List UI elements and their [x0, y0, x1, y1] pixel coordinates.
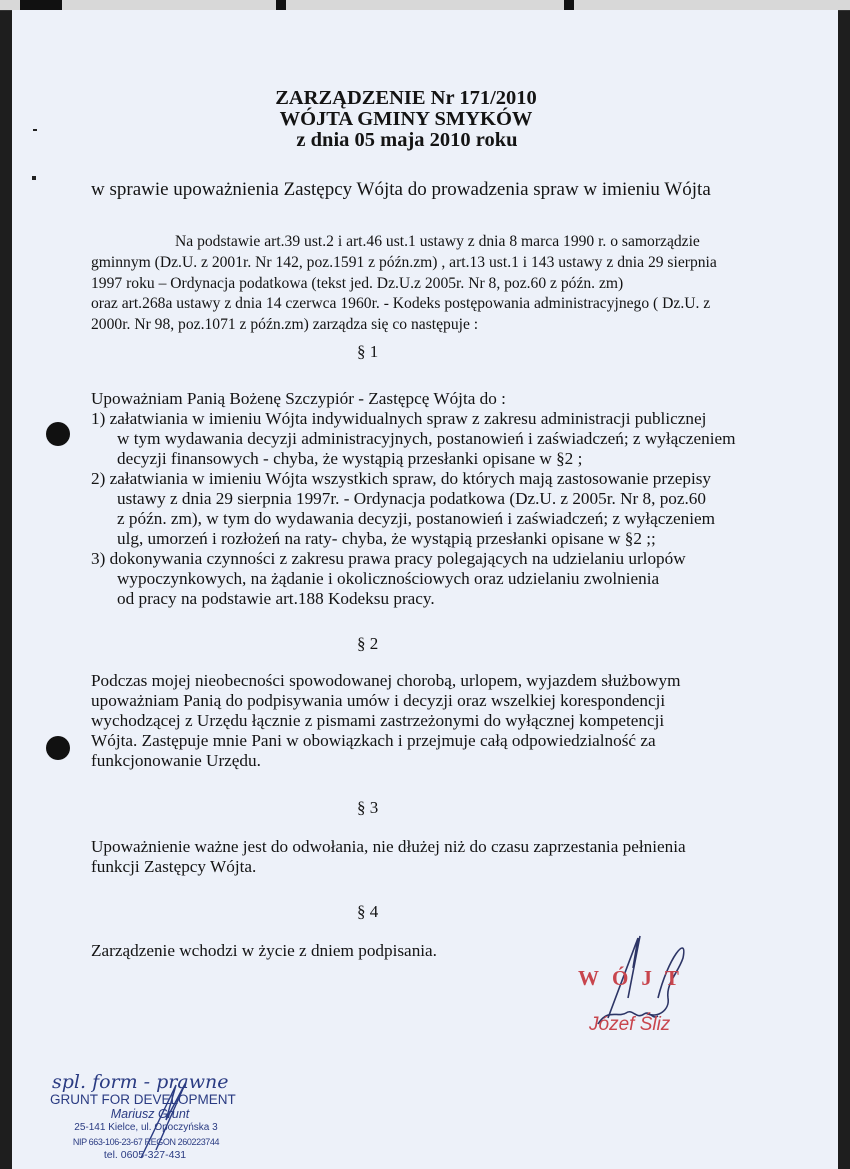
section-1 [91, 389, 736, 609]
legal-basis-line: gminnym (Dz.U. z 2001r. Nr 142, poz.1591 z późn.zm) , art.13 ust.1 i 143 ustawy z dnia 29 sierpnia [91, 253, 717, 271]
document-page [12, 10, 838, 1169]
company-phone: tel. 0605-327-431 [103, 1149, 187, 1161]
company-address: 25-141 Kielce, ul. Opoczyńska 3 [74, 1122, 218, 1133]
list-item-3: 3) dokonywania czynności z zakresu prawa pracy polegających na udzielaniu urlopów wypoczynkowych, na żądanie i okolicznościowych oraz udzielaniu zwolnienia od pracy na podstawie art.188 Kodeksu pracy. [91, 549, 686, 608]
stamp-name: Józef Śliz [589, 1014, 671, 1035]
section-4: Zarządzenie wchodzi w życie z dniem podpisania. [91, 941, 437, 960]
legal-basis-line: 1997 roku – Ordynacja podatkowa (tekst jed. Dz.U.z 2005r. Nr 8, poz.60 z późn. zm) [91, 274, 624, 292]
scanner-clip [20, 0, 62, 10]
list-item-1: 1) załatwiania w imieniu Wójta indywidualnych spraw z zakresu administracji publicznej w tym wydawania decyzji administracyjnych, postanowień i zaświadczeń; z wyłączeniem decyzji finansowych - chyba, że wystąpią przesłanki opisane w §2 ; [91, 409, 736, 468]
scanner-clip [564, 0, 574, 10]
section-3: Upoważnienie ważne jest do odwołania, nie dłużej niż do czasu zaprzestania pełnienia funkcji Zastępcy Wójta. [91, 837, 686, 876]
legal-basis [91, 232, 717, 336]
scanner-clip [276, 0, 286, 10]
punch-hole [46, 736, 70, 760]
section-sign-2: § 2 [357, 634, 379, 653]
section-1-intro: Upoważniam Panią Bożenę Szczypiór - Zastępcę Wójta do : [91, 389, 506, 408]
document-header [12, 88, 838, 151]
scan-speck [32, 176, 36, 180]
company-person: Mariusz Grunt [110, 1107, 190, 1121]
company-signature [136, 1080, 196, 1160]
section-2: Podczas mojej nieobecności spowodowanej chorobą, urlopem, wyjazdem służbowym upoważniam Panią do podpisywania umów i decyzji oraz wszelkiej korespondencji wychodzącej z Urzędu łącznie z pismami zastrzeżonymi do wyłącznej kompetencji Wójta. Zastępuje mnie Pani w obowiązkach i przejmuje całą odpowiedzialność za funkcjonowanie Urzędu. [91, 671, 681, 770]
document-date: z dnia 05 maja 2010 roku [296, 129, 518, 151]
document-subject: w sprawie upoważnienia Zastępcy Wójta do prowadzenia spraw w imieniu Wójta [91, 179, 711, 200]
legal-basis-line: Na podstawie art.39 ust.2 i art.46 ust.1 ustawy z dnia 8 marca 1990 r. o samorządzie [175, 233, 700, 250]
handwritten-note: spl. form - prawne [52, 1071, 229, 1093]
company-ids: NIP 663-106-23-67 REGON 260223744 [72, 1137, 220, 1147]
stamp-title: WÓJT [578, 966, 692, 990]
punch-hole [46, 422, 70, 446]
section-sign-3: § 3 [357, 798, 379, 817]
legal-basis-line: 2000r. Nr 98, poz.1071 z późn.zm) zarządza się co następuje : [91, 316, 479, 334]
legal-basis-line: oraz art.268a ustawy z dnia 14 czerwca 1960r. - Kodeks postępowania administracyjnego ( Dz.U. z [91, 295, 711, 313]
document-title: ZARZĄDZENIE Nr 171/2010 [275, 87, 537, 109]
section-sign-4: § 4 [357, 902, 379, 921]
section-sign-1: § 1 [357, 342, 379, 361]
list-item-2: 2) załatwiania w imieniu Wójta wszystkich spraw, do których mają zastosowanie przepisy ustawy z dnia 29 sierpnia 1997r. - Ordynacja podatkowa (Dz.U. z 2005r. Nr 8, poz.60 z późn. zm), w tym do wydawania decyzji, postanowień i zaświadczeń; z wyłączeniem ulg, umorzeń i rozłożeń na raty- chyba, że wystąpią przesłanki opisane w §2 ;; [91, 469, 715, 548]
company-name: GRUNT FOR DEVELOPMENT [50, 1092, 236, 1107]
issuer: WÓJTA GMINY SMYKÓW [279, 108, 533, 130]
